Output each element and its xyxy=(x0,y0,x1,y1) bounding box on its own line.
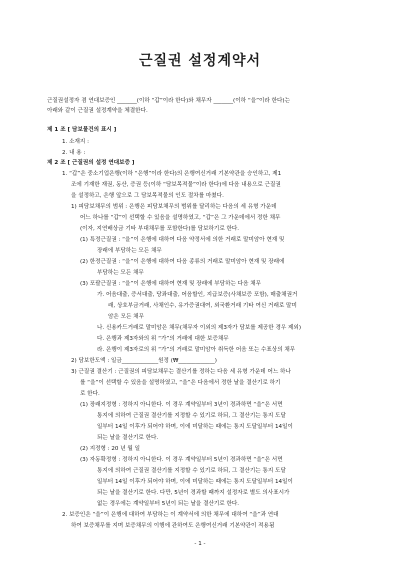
intro-line: 근질권설정자 겸 연대보증인 _______(이하 “갑”이라 한다)와 채무자 _______(이하 “을”이라 한다)는 xyxy=(47,98,290,104)
article-1-item: 1. 소재지 : xyxy=(62,139,89,145)
article-2-line: (2) 지정형 : 20 년 월 일 xyxy=(80,446,141,452)
article-2-line: 하여 보증채무를 지며 보증채무의 이행에 관하여도 은행여신거래 기본약관이 적용됨 xyxy=(71,523,275,529)
article-2-line: 일부터 14일 이후가 되어야 하며, 이에 미달하는 때에는 통지 도달일부터 14일이 xyxy=(97,424,293,430)
article-2-line: 래, 상호부금거래, 사채인수, 유가증권대여, 외국환거래 기타 여신 거래로 말미 xyxy=(108,303,297,309)
article-2-line: 나. 신용카드거래로 말미암은 채무(채무자 이외의 제3자가 담보를 제공한 경우 제외) xyxy=(97,325,302,331)
document-title: 근질권 설정계약서 xyxy=(138,53,262,69)
article-2-line: 없는 경우에는 계약일부터 5년이 되는 날을 결산기로 한다. xyxy=(97,501,240,507)
article-2-line: 되는 날을 결산기로 한다. 다만, 5년이 경과할 때까지 설정자로 별도 의사표시가 xyxy=(97,490,290,496)
article-2-line: 를 “을”이 선택할 수 있음을 설명하였고, “을”은 다음에서 정한 날을 결산기로 하기 xyxy=(80,380,281,386)
article-2-line: 되는 날을 결산기로 한다. xyxy=(97,435,159,441)
article-2-line: 을 설정하고, 은행 앞으로 그 담보목적물의 인도 절차를 마쳤다. xyxy=(71,193,224,199)
article-1-item: 2. 내 용 : xyxy=(62,150,86,156)
article-2-line: 다. 은행과 제3자와의 위 “가”의 거래에 대한 보증채무 xyxy=(97,336,229,342)
article-2-line: 가. 어음대출, 증서대출, 당좌대출, 어음할인, 지급보증(사채보증 포함), 매출채권거 xyxy=(97,292,298,298)
article-2-line: 로 한다. xyxy=(80,391,100,397)
article-2-line: (이자, 지연배상금 기타 부대채무를 포함한다)를 담보하기로 한다. xyxy=(80,226,240,232)
article-2-line: 장래에 부담하는 모든 채무 xyxy=(97,248,162,254)
article-2-line: 통지에 의하여 근질권 결산기를 지정할 수 있기로 하되, 그 결산기는 통지 도달 xyxy=(97,468,286,474)
article-2-line: (1) 장래지정형 : 정하지 아니한다. 이 경우 계약일부터 3년이 경과하면 “을”은 서면 xyxy=(80,402,283,408)
page-number: - 1 - xyxy=(194,541,206,547)
article-2-line: (3) 자동확정형 : 정하지 아니한다. 이 경우 계약일부터 5년이 경과하면 “을”은 서면 xyxy=(80,457,283,463)
article-2-line: 암은 모든 채무 xyxy=(108,314,144,320)
article-2-line: 통지에 의하여 근질권 결산기를 지정할 수 있기로 하되, 그 결산기는 통지 도달 xyxy=(97,413,286,419)
article-2-heading: 제 2 조 [ 근질권의 설정 연대보증 ] xyxy=(47,160,135,166)
article-1-heading: 제 1 조 [ 담보물건의 표시 ] xyxy=(47,127,117,133)
article-2-line: 조에 기재한 재권, 동산, 증권 등(이하 “담보목적물”이라 한다)에 다음 내용으로 근질권 xyxy=(71,182,281,188)
article-2-line: 3) 근질권 결산기 : 근질권의 피담보채무는 결산기를 정하는 다음 세 유형 가운데 어느 하나 xyxy=(71,369,291,375)
article-2-line: 일부터 14일 이후가 되어야 하며, 이에 미달하는 때에는 통지 도달일부터 14일이 xyxy=(97,479,293,485)
article-2-line: 어느 하나를 “갑”이 선택할 수 있음을 설명하였고, “갑”은 그 가운데에서 정한 채무 xyxy=(80,215,281,221)
article-2-line: (2) 한정근질권 : “을”이 은행에 대하여 다음 종류의 거래로 말미암아 현재 및 장래에 xyxy=(80,259,285,265)
article-2-line: (1) 특정근질권 : “을”이 은행에 대하여 다음 약정서에 의한 거래로 말미암아 현재 및 xyxy=(80,237,285,243)
article-2-line: (3) 포괄근질권 : “을”이 은행에 대하여 현재 및 장래에 부담하는 다음 채무 xyxy=(80,281,262,287)
article-2-line: 2) 담보한도액 : 일금_____________원정 (₩_____________) xyxy=(71,358,217,364)
article-2-line: 1. “갑”은 중소기업은행(이하 “은행”이라 한다)의 은행여신거래 기본약관을 승인하고, 제1 xyxy=(62,171,282,177)
intro-line: 아래와 같이 근질권 설정계약을 체결한다. xyxy=(47,108,148,114)
article-2-line: 라. 은행이 제3자로의 위 “가”의 거래로 말미암아 취득한 어음 또는 수표상의 채무 xyxy=(97,347,296,353)
article-2-line: 부담하는 모든 채무 xyxy=(97,270,144,276)
article-2-line: 2. 보증인은 “을”이 은행에 대하여 부담하는 이 계약서에 의한 채무에 대하여 “을”과 연대 xyxy=(62,512,279,518)
article-2-line: 1) 피담보채무의 범위 : 은행은 피담보채무의 범위를 달리하는 다음의 세 유형 가운데 xyxy=(71,204,277,210)
